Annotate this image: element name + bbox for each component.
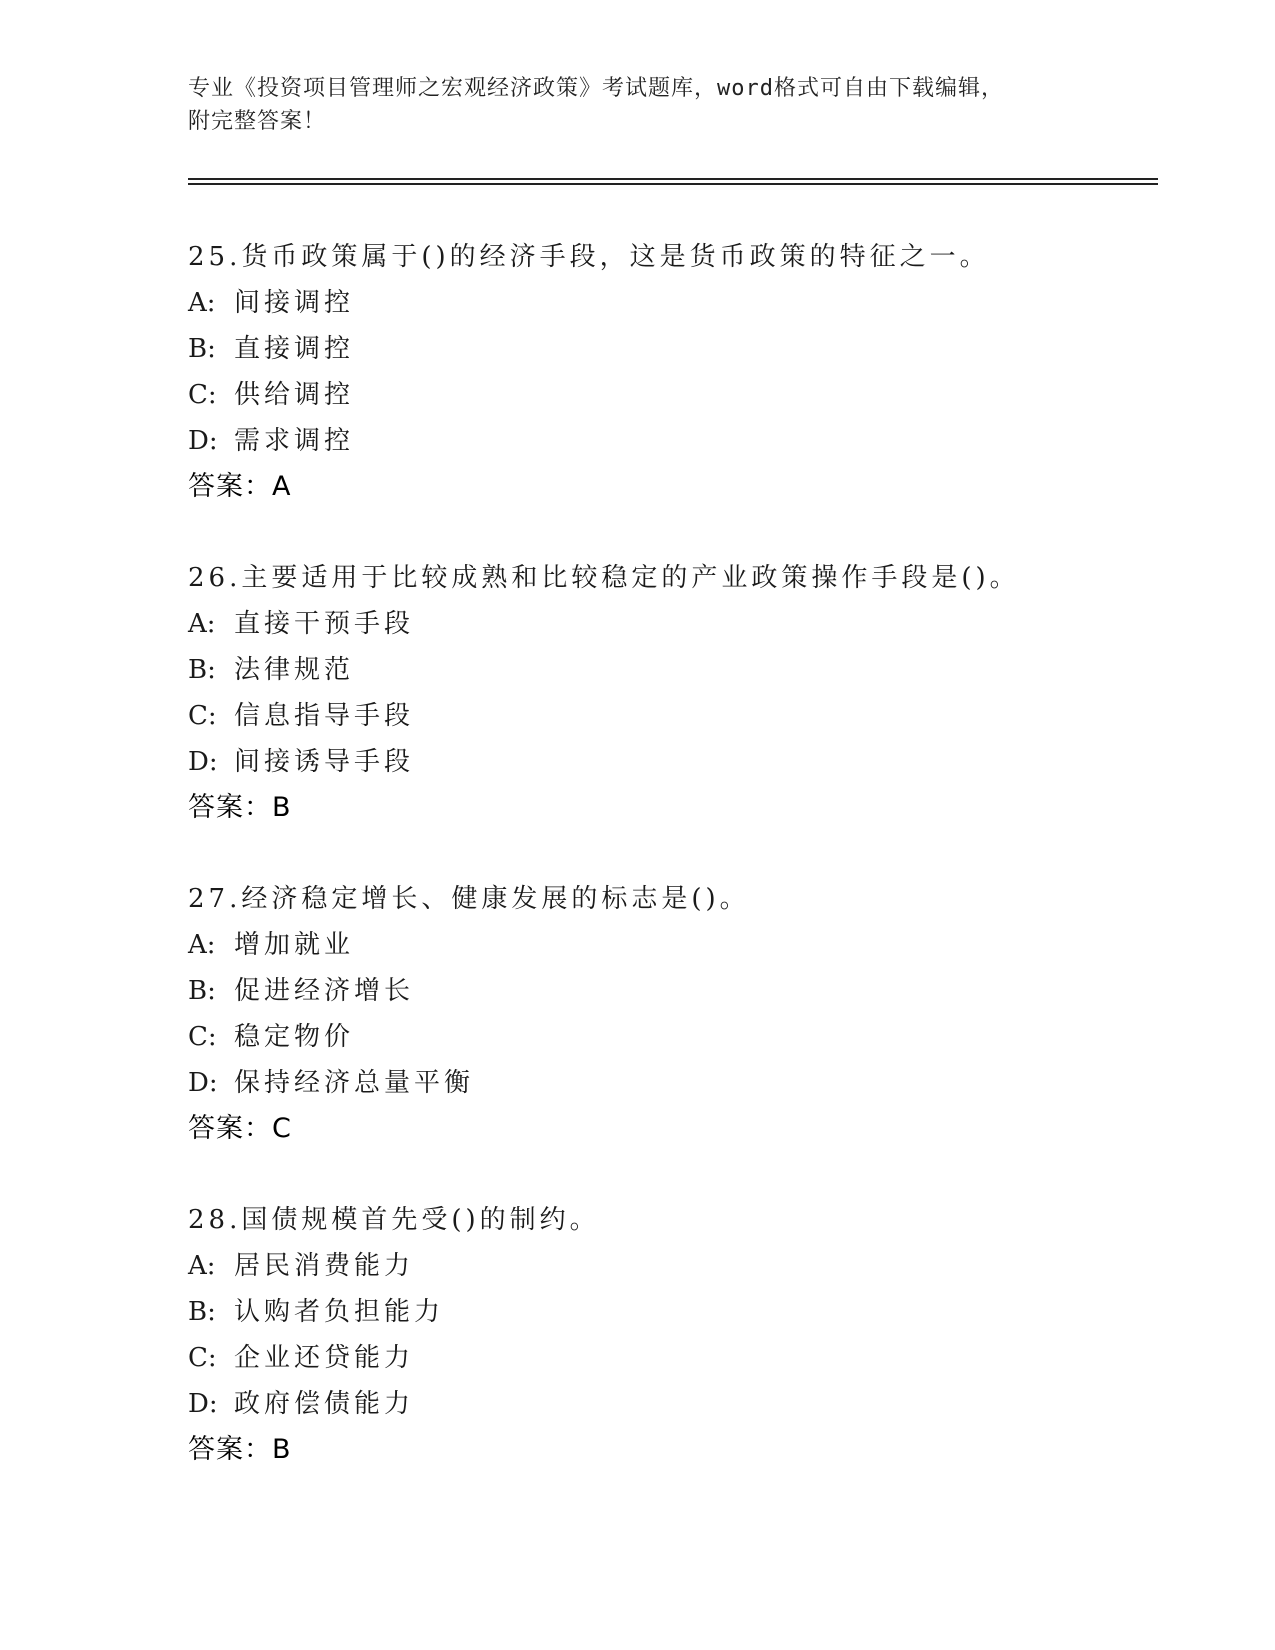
- option-text: 法律规范: [234, 655, 355, 685]
- question-stem: 27.经济稳定增长、健康发展的标志是()。: [188, 884, 750, 914]
- option-b: [188, 647, 1148, 693]
- option-text: 居民消费能力: [234, 1251, 415, 1281]
- answer-line: 答案：A: [188, 471, 292, 502]
- option-c: [188, 693, 1148, 739]
- option-key: D:: [188, 426, 218, 456]
- question-stem: 28.国债规模首先受()的制约。: [188, 1205, 600, 1235]
- option-key: D:: [188, 1389, 218, 1419]
- option-key: B:: [188, 655, 216, 685]
- option-text: 供给调控: [234, 380, 355, 410]
- option-text: 增加就业: [234, 930, 355, 960]
- option-key: A:: [188, 288, 216, 318]
- option-text: 间接调控: [234, 288, 355, 318]
- header-divider-bottom: [188, 183, 1158, 185]
- document-header: [188, 72, 1158, 138]
- option-c: [188, 1014, 1148, 1060]
- option-key: B:: [188, 1297, 216, 1327]
- option-text: 政府偿债能力: [234, 1389, 415, 1419]
- option-c: [188, 1335, 1148, 1381]
- option-b: [188, 968, 1148, 1014]
- option-key: A:: [188, 609, 216, 639]
- header-line-1: 专业《投资项目管理师之宏观经济政策》考试题库，word格式可自由下载编辑，: [188, 76, 1004, 101]
- option-b: [188, 1289, 1148, 1335]
- question-block: [188, 234, 1148, 510]
- option-a: [188, 280, 1148, 326]
- option-key: C:: [188, 1022, 217, 1052]
- option-key: C:: [188, 1343, 217, 1373]
- question-block: [188, 876, 1148, 1152]
- option-key: B:: [188, 976, 216, 1006]
- option-d: [188, 418, 1148, 464]
- option-d: [188, 1060, 1148, 1106]
- option-a: [188, 922, 1148, 968]
- option-a: [188, 601, 1148, 647]
- answer-line: 答案：B: [188, 792, 292, 823]
- option-c: [188, 372, 1148, 418]
- option-text: 直接调控: [234, 334, 355, 364]
- option-text: 信息指导手段: [234, 701, 415, 731]
- option-key: A:: [188, 1251, 216, 1281]
- option-key: C:: [188, 701, 217, 731]
- option-key: D:: [188, 1068, 218, 1098]
- option-key: B:: [188, 334, 216, 364]
- option-b: [188, 326, 1148, 372]
- answer-line: 答案：C: [188, 1113, 292, 1144]
- option-text: 认购者负担能力: [234, 1297, 445, 1327]
- option-text: 保持经济总量平衡: [234, 1068, 475, 1098]
- answer-line: 答案：B: [188, 1434, 292, 1465]
- option-text: 促进经济增长: [234, 976, 415, 1006]
- question-block: [188, 1197, 1148, 1473]
- question-stem: 26.主要适用于比较成熟和比较稳定的产业政策操作手段是()。: [188, 563, 1020, 593]
- header-line-2: 附完整答案！: [188, 109, 327, 134]
- option-key: C:: [188, 380, 217, 410]
- header-divider-top: [188, 178, 1158, 180]
- option-a: [188, 1243, 1148, 1289]
- option-text: 企业还贷能力: [234, 1343, 415, 1373]
- question-stem: 25.货币政策属于()的经济手段，这是货币政策的特征之一。: [188, 242, 990, 272]
- option-key: D:: [188, 747, 218, 777]
- option-d: [188, 739, 1148, 785]
- question-block: [188, 555, 1148, 831]
- option-text: 稳定物价: [234, 1022, 355, 1052]
- option-text: 直接干预手段: [234, 609, 415, 639]
- option-key: A:: [188, 930, 216, 960]
- option-text: 间接诱导手段: [234, 747, 415, 777]
- option-d: [188, 1381, 1148, 1427]
- option-text: 需求调控: [234, 426, 355, 456]
